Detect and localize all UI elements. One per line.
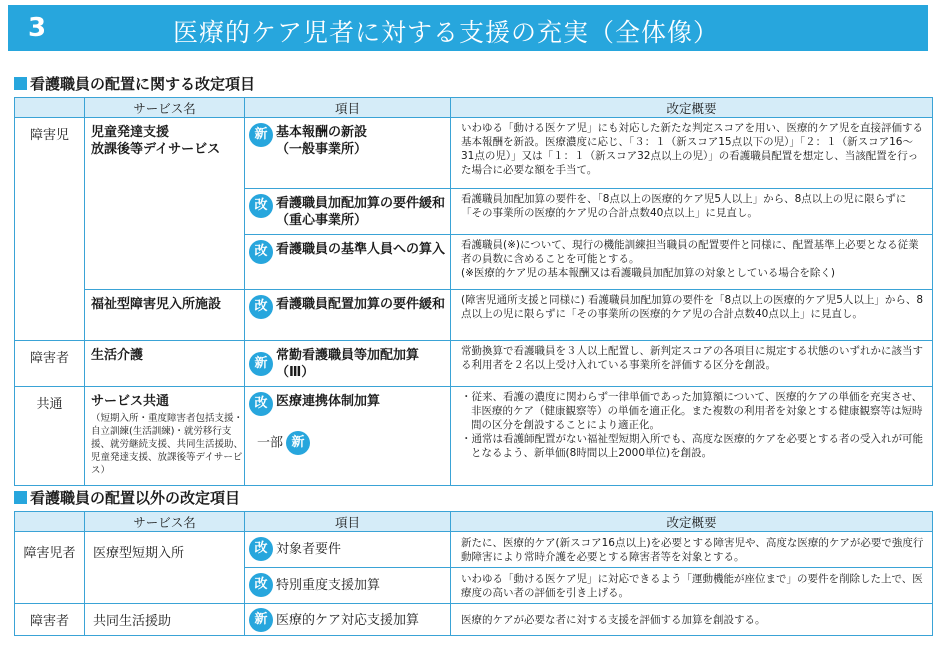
summary-text: 看護職員(※)について、現行の機能訓練担当職員の配置要件と同様に、配置基準上必要となる従業者の員数に含めることを可能とする。: [461, 239, 919, 265]
header-service: サービス名: [85, 512, 245, 532]
new-badge-icon: 新: [249, 608, 273, 632]
revised-badge-icon: 改: [249, 537, 273, 561]
category-cell: 障害者: [15, 341, 85, 387]
nursing-table: [14, 97, 933, 486]
item-label: 看護職員の基準人員への算入: [276, 242, 446, 257]
category-cell: 障害児者: [15, 532, 85, 604]
partial-new-label: [257, 431, 310, 455]
service-name: サービス共通: [91, 394, 170, 409]
revised-badge-icon: 改: [249, 194, 273, 218]
page-title: 医療的ケア児者に対する支援の充実（全体像）: [173, 18, 720, 47]
header-summary: 改定概要: [451, 512, 933, 532]
table-row: [15, 532, 933, 568]
revised-badge-icon: 改: [249, 240, 273, 264]
item-label: 常勤看護職員等加配加算（Ⅲ）: [276, 348, 420, 380]
header-item: 項目: [245, 512, 451, 532]
header-blank: [15, 512, 85, 532]
item-cell: [245, 290, 451, 341]
table-row: [15, 341, 933, 387]
revised-badge-icon: 改: [249, 295, 273, 319]
summary-cell: いわゆる「動ける医ケア児」にも対応した新たな判定スコアを用い、医療的ケア児を直接評価する基本報酬を新設。医療濃度に応じ、「３：１（新スコア15点以下の児）」「２：１（新スコア16～31点の児）」又は「１：１（新スコア32点以上の児）」の看護職員配置を想定し、当該配置を行った場合に必要な額を手当て。: [451, 118, 933, 189]
title-banner: [8, 5, 928, 51]
header-service: サービス名: [85, 98, 245, 118]
square-bullet-icon: [14, 491, 27, 504]
section-heading-text: 看護職員の配置に関する改定項目: [30, 75, 256, 93]
summary-bullet: ・従来、看護の濃度に関わらず一律単価であった加算額について、医療的ケアの単価を充実させ、非医療的ケア（健康観察等）の単価を適正化。また複数の利用者を対象とする健康観察等は短時間の区分を創設することにより適正化。: [461, 391, 923, 431]
section-heading-other: [14, 487, 240, 508]
revised-badge-icon: 改: [249, 573, 273, 597]
header-summary: 改定概要: [451, 98, 933, 118]
section-heading-text: 看護職員の配置以外の改定項目: [30, 489, 241, 507]
service-cell: 共同生活援助: [85, 604, 245, 636]
partial-prefix: 一部: [257, 435, 284, 451]
square-bullet-icon: [14, 77, 27, 90]
header-blank: [15, 98, 85, 118]
item-label: 基本報酬の新設 （一般事業所）: [276, 125, 368, 157]
summary-bullet: ・通常は看護師配置がない福祉型短期入所でも、高度な医療的ケアを必要とする者の受入れが可能となるよう、新単価(8時間以上2000単位)を創設。: [461, 433, 923, 459]
summary-cell: [451, 387, 933, 486]
item-cell: [245, 118, 451, 189]
category-cell: 障害児: [15, 118, 85, 341]
table-row: [15, 604, 933, 636]
item-cell: [245, 532, 451, 568]
new-badge-icon: 新: [249, 352, 273, 376]
table-row: [15, 387, 933, 486]
item-label: 医療的ケア対応支援加算: [276, 613, 420, 628]
item-label: 看護職員加配加算の要件緩和（重心事業所）: [276, 196, 446, 228]
summary-cell: いわゆる「動ける医ケア児」に対応できるよう「運動機能が座位まで」の要件を削除した上で、医療度の高い者の評価を引き上げる。: [451, 568, 933, 604]
header-item: 項目: [245, 98, 451, 118]
summary-cell: 医療的ケアが必要な者に対する支援を評価する加算を創設する。: [451, 604, 933, 636]
summary-note: (※医療的ケア児の基本報酬又は看護職員加配加算の対象としている場合を除く): [461, 267, 835, 279]
item-cell: [245, 568, 451, 604]
summary-cell: (障害児通所支援と同様に) 看護職員加配加算の要件を「8点以上の医療的ケア児5人以上」から、8点以上の児に限らずに「その事業所の医療的ケア児の合計点数40点以上」に見直し。: [451, 290, 933, 341]
section-number: 3: [28, 13, 47, 43]
service-cell: 福祉型障害児入所施設: [85, 290, 245, 341]
table-row: [15, 118, 933, 189]
item-cell: [245, 235, 451, 290]
summary-cell: 常勤換算で看護職員を３人以上配置し、新判定スコアの各項目に規定する状態のいずれかに該当する利用者を２名以上受け入れている事業所を評価する区分を創設。: [451, 341, 933, 387]
item-cell: [245, 341, 451, 387]
table-header-row: [15, 98, 933, 118]
service-cell: 医療型短期入所: [85, 532, 245, 604]
item-cell: [245, 387, 451, 486]
summary-cell: 新たに、医療的ケア(新スコア16点以上)を必要とする障害児や、高度な医療的ケアが必要で強度行動障害により常時介護を必要とする障害者等を対象とする。: [451, 532, 933, 568]
item-label: 対象者要件: [276, 542, 342, 557]
summary-cell: [451, 235, 933, 290]
item-cell: [245, 189, 451, 235]
table-row: [15, 290, 933, 341]
service-cell: 生活介護: [85, 341, 245, 387]
item-label: 特別重度支援加算: [276, 578, 381, 593]
other-table: [14, 511, 933, 636]
revised-badge-icon: 改: [249, 392, 273, 416]
category-cell: 障害者: [15, 604, 85, 636]
section-heading-nursing: [14, 73, 255, 94]
item-label: 看護職員配置加算の要件緩和: [276, 297, 446, 312]
item-label: 医療連携体制加算: [276, 394, 381, 409]
item-cell: [245, 604, 451, 636]
service-sub-list: （短期入所・重度障害者包括支援・自立訓練(生活訓練)・就労移行支援、就労継続支援、共同生活援助、児童発達支援、放課後等デイサービス）: [91, 413, 244, 476]
category-cell: 共通: [15, 387, 85, 486]
table-header-row: [15, 512, 933, 532]
summary-cell: 看護職員加配加算の要件を、「8点以上の医療的ケア児5人以上」から、8点以上の児に限らずに「その事業所の医療的ケア児の合計点数40点以上」に見直し。: [451, 189, 933, 235]
new-badge-icon: 新: [286, 431, 310, 455]
new-badge-icon: 新: [249, 123, 273, 147]
service-cell: [85, 387, 245, 486]
service-cell: 児童発達支援 放課後等デイサービス: [85, 118, 245, 290]
